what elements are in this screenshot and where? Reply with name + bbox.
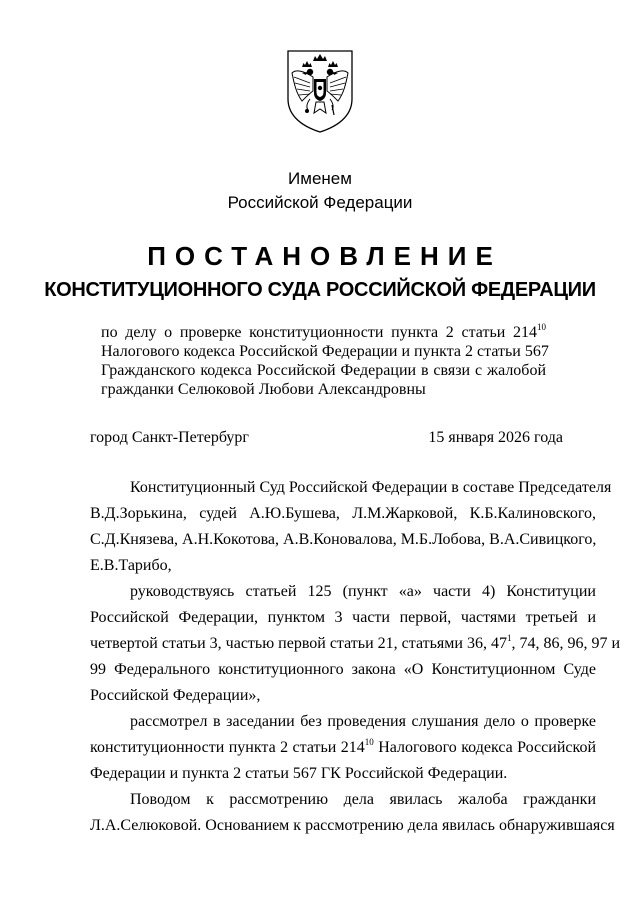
case-line: Гражданского кодекса Российской Федерации в связи с жалобой — [101, 362, 546, 379]
body-line: Российской Федерации, пунктом 3 части первой, частями третьей и — [90, 609, 596, 626]
case-line: Налогового кодекса Российской Федерации и пункта 2 статьи 567 — [101, 343, 549, 360]
case-line: гражданки Селюковой Любови Александровны — [101, 381, 426, 398]
city: город Санкт-Петербург — [90, 429, 249, 446]
document-body — [90, 475, 621, 839]
body-line: Федерации и пункта 2 статьи 567 ГК Российской Федерации. — [90, 765, 508, 782]
body-line: 99 Федерального конституционного закона «О Конституционном Суде — [90, 661, 596, 678]
body-line: Поводом к рассмотрению дела явилась жалоба гражданки — [130, 791, 596, 808]
case-description — [101, 322, 549, 399]
date: 15 января 2026 года — [428, 429, 563, 446]
body-line: руководствуясь статьей 125 (пункт «а» части 4) Конституции — [130, 583, 596, 600]
case-line: по делу о проверке конституционности пункта 2 статьи $214^{10}$ — [101, 322, 546, 341]
body-line: Л.А.Селюковой. Основанием к рассмотрению дела явилась обнаружившаяся — [90, 817, 615, 834]
court-name: КОНСТИТУЦИОННОГО СУДА РОССИЙСКОЙ ФЕДЕРАЦИИ — [44, 279, 596, 301]
body-line: четвертой статьи 3, частью первой статьи 21, статьями 36, $47^1$, 74, 86, 96, 97 и — [90, 633, 621, 652]
document-type-title: ПОСТАНОВЛЕНИЕ — [147, 241, 502, 271]
body-line: Российской Федерации», — [90, 687, 261, 704]
invocation-line-1: Именем — [288, 169, 352, 188]
body-line: Е.В.Тарибо, — [90, 557, 172, 574]
body-line: В.Д.Зорькина, судей А.Ю.Бушева, Л.М.Жарковой, К.Б.Калиновского, — [90, 505, 596, 522]
invocation-line-2: Российской Федерации — [227, 193, 413, 212]
coat-of-arms-icon — [280, 47, 360, 134]
body-line: С.Д.Князева, А.Н.Кокотова, А.В.Коновалова, М.Б.Лобова, В.А.Сивицкого, — [90, 531, 597, 548]
body-line: Конституционный Суд Российской Федерации в составе Председателя — [130, 479, 612, 496]
body-line: конституционности пункта 2 статьи $214^{10}$ Налогового кодекса Российской — [90, 737, 597, 756]
body-line: рассмотрел в заседании без проведения слушания дело о проверке — [130, 713, 596, 730]
